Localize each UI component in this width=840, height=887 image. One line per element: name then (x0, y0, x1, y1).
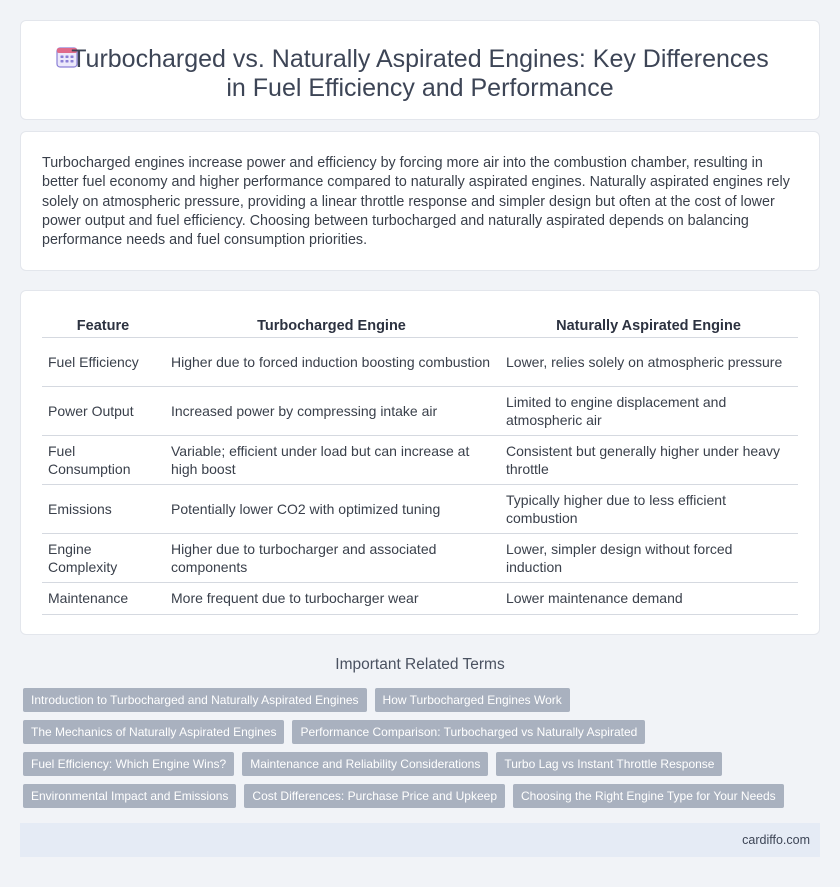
page-title: Turbocharged vs. Naturally Aspirated Engines: Key Differences in Fuel Efficiency and Performance (71, 45, 769, 102)
naturally-aspirated-cell: Lower maintenance demand (499, 582, 798, 614)
table-header-row (42, 315, 798, 337)
related-terms-heading: Important Related Terms (335, 656, 505, 673)
related-term-tag[interactable]: Turbo Lag vs Instant Throttle Response (496, 752, 722, 776)
table-row (42, 337, 798, 386)
table-row (42, 484, 798, 533)
naturally-aspirated-cell: Typically higher due to less efficient combustion (499, 484, 798, 533)
intro-paragraph: Turbocharged engines increase power and efficiency by forcing more air into the combustion chamber, resulting in better fuel economy and higher performance compared to naturally aspirated engines. Naturally aspirated engines rely solely on atmospheric pressure, providing a linear throttle response and simpler design but often at the cost of lower power output and fuel efficiency. Choosing between turbocharged and naturally aspirated depends on balancing performance needs and fuel consumption priorities. (42, 155, 790, 249)
related-term-tag[interactable]: Cost Differences: Purchase Price and Upkeep (244, 784, 505, 808)
related-term-tag[interactable]: Fuel Efficiency: Which Engine Wins? (23, 752, 234, 776)
turbocharged-cell: Variable; efficient under load but can increase at high boost (164, 435, 499, 484)
related-term-tag[interactable]: Environmental Impact and Emissions (23, 784, 236, 808)
comparison-card (20, 290, 820, 635)
table-row (42, 386, 798, 435)
related-term-tag[interactable]: Maintenance and Reliability Considerations (242, 752, 488, 776)
turbocharged-cell: More frequent due to turbocharger wear (164, 582, 499, 614)
title-card (20, 20, 820, 120)
related-term-tag[interactable]: Introduction to Turbocharged and Naturally Aspirated Engines (23, 688, 367, 712)
related-terms-list (23, 688, 813, 808)
turbocharged-cell: Increased power by compressing intake air (164, 386, 499, 435)
naturally-aspirated-cell: Lower, relies solely on atmospheric pressure (499, 337, 798, 386)
naturally-aspirated-cell: Consistent but generally higher under heavy throttle (499, 435, 798, 484)
feature-cell: Fuel Consumption (42, 435, 164, 484)
column-header-feature: Feature (42, 315, 164, 337)
footer (20, 823, 820, 857)
naturally-aspirated-cell: Limited to engine displacement and atmospheric air (499, 386, 798, 435)
related-term-tag[interactable]: Choosing the Right Engine Type for Your Needs (513, 784, 784, 808)
feature-cell: Maintenance (42, 582, 164, 614)
intro-card (20, 131, 820, 271)
comparison-table (42, 315, 798, 615)
column-header-turbocharged: Turbocharged Engine (164, 315, 499, 337)
related-term-tag[interactable]: Performance Comparison: Turbocharged vs Naturally Aspirated (292, 720, 645, 744)
feature-cell: Fuel Efficiency (42, 337, 164, 386)
related-term-tag[interactable]: How Turbocharged Engines Work (375, 688, 570, 712)
feature-cell: Power Output (42, 386, 164, 435)
column-header-naturally-aspirated: Naturally Aspirated Engine (499, 315, 798, 337)
related-term-tag[interactable]: The Mechanics of Naturally Aspirated Engines (23, 720, 284, 744)
naturally-aspirated-cell: Lower, simpler design without forced induction (499, 533, 798, 582)
turbocharged-cell: Higher due to forced induction boosting combustion (164, 337, 499, 386)
table-row (42, 435, 798, 484)
table-row (42, 533, 798, 582)
turbocharged-cell: Potentially lower CO2 with optimized tuning (164, 484, 499, 533)
feature-cell: Engine Complexity (42, 533, 164, 582)
footer-site-link[interactable]: cardiffo.com (742, 833, 810, 847)
table-row (42, 582, 798, 614)
turbocharged-cell: Higher due to turbocharger and associated components (164, 533, 499, 582)
feature-cell: Emissions (42, 484, 164, 533)
